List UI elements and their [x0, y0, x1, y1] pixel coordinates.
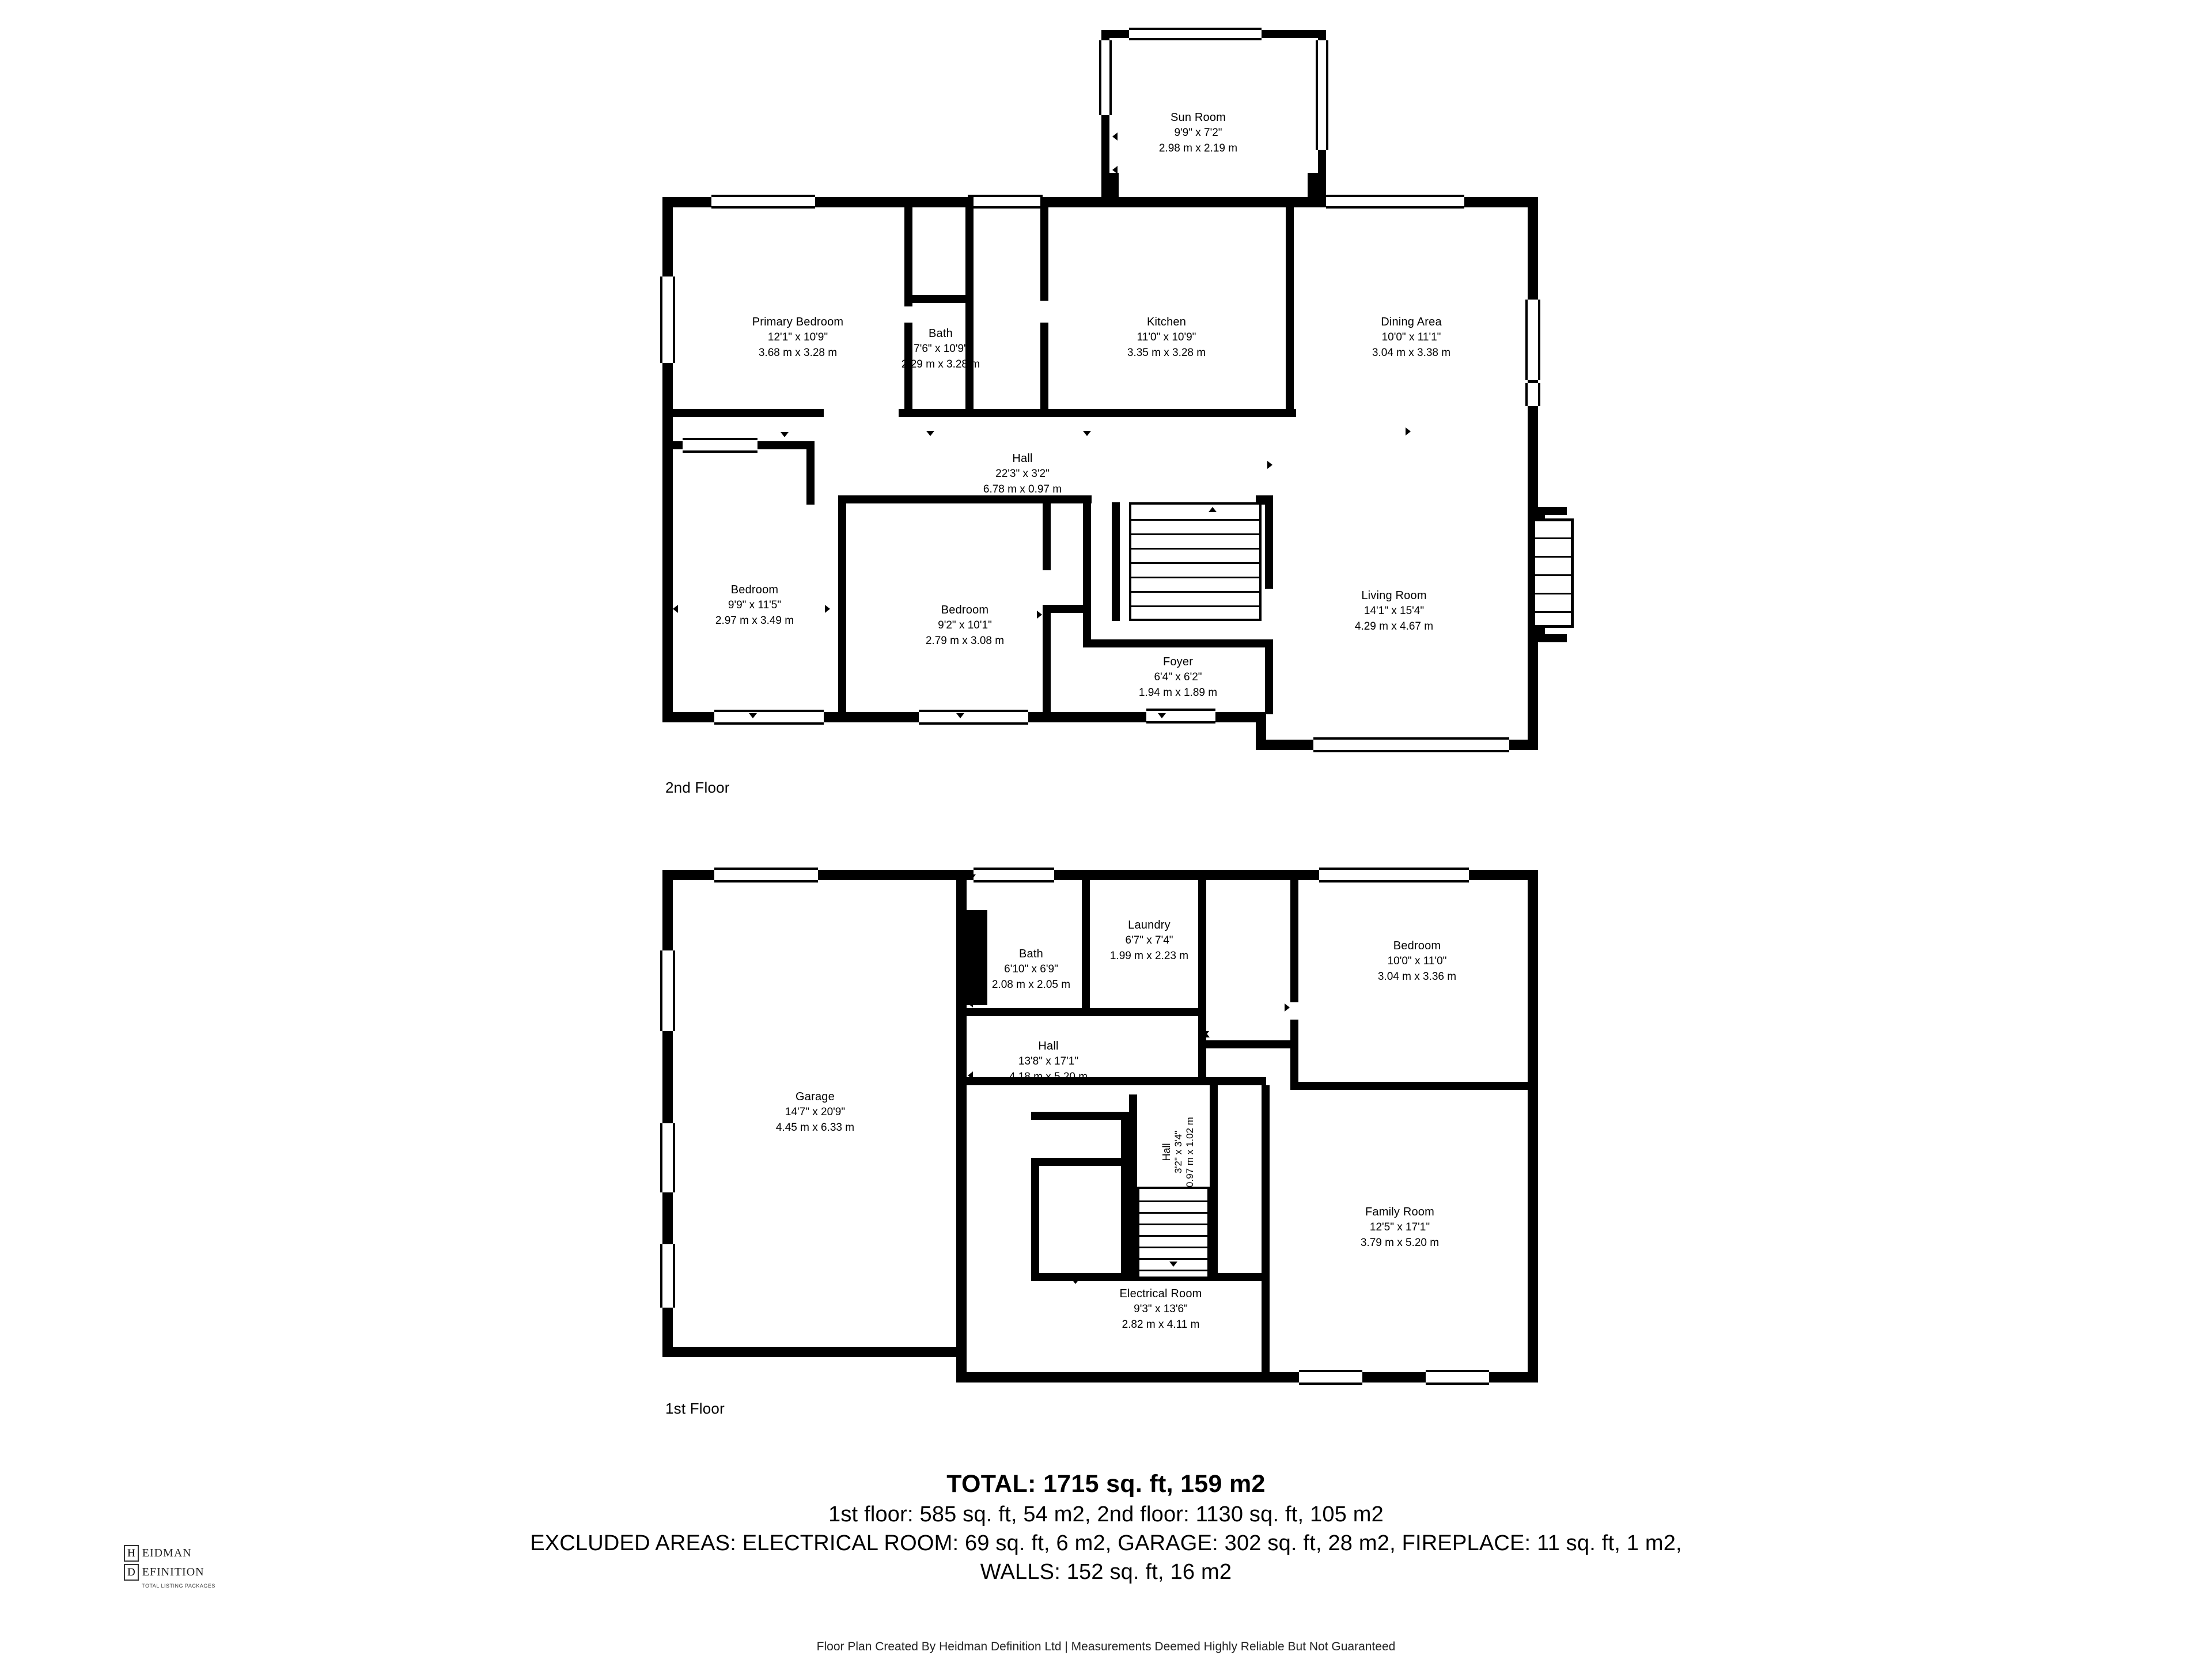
floor1-wall-right: [1528, 870, 1538, 1382]
door-arrow-dining: [1406, 427, 1411, 435]
room-name: Bath: [929, 327, 953, 340]
floor2-wall-hall-vert-2: [838, 495, 846, 714]
floor2-wall-hall-vert-1: [806, 441, 815, 505]
room-dim-ft: 9'2" x 10'1": [938, 619, 992, 632]
room-dim-m: 4.18 m x 5.20 m: [1009, 1071, 1088, 1084]
door-arrow-bath: [926, 431, 934, 436]
door-arrow-bedroom-1st: [1285, 1003, 1290, 1012]
room-name: Family Room: [1365, 1206, 1434, 1218]
floor1-window-top-1: [714, 868, 818, 882]
room-dim-ft: 14'7" x 20'9": [785, 1106, 846, 1119]
floor2-wall-bath-bottom: [899, 409, 974, 417]
floor2-wall-hall-vert-3: [1043, 495, 1051, 570]
logo-word-definition: EFINITION: [142, 1566, 204, 1578]
room-dim-ft: 9'9" x 11'5": [728, 599, 782, 612]
stair-landing-wall: [1112, 502, 1120, 621]
room-label-bath-1st: [974, 946, 1089, 993]
sunroom-window-right: [1316, 40, 1328, 150]
logo-row-2: [124, 1564, 233, 1581]
floor1-wall-bedroom-left-lower: [1290, 1020, 1298, 1089]
door-arrow-bottom-left: [1005, 1377, 1013, 1382]
room-dim-m: 2.82 m x 4.11 m: [1122, 1319, 1200, 1331]
door-arrow-garage-bottom: [838, 1348, 846, 1353]
door-arrow-garage-to-hall: [968, 874, 976, 880]
room-dim-m: 1.94 m x 1.89 m: [1138, 687, 1218, 699]
floor2-wall-row1-bottom-a: [662, 409, 824, 417]
fireplace-bumpout-bottom: [1537, 634, 1567, 642]
excluded-areas-line-2: WALLS: 152 sq. ft, 16 m2: [980, 1560, 1232, 1584]
logo-initial-h: H: [124, 1545, 139, 1562]
floor2-wall-bottom-step: [1256, 712, 1266, 750]
floor1-wall-bedroom-left: [1290, 870, 1298, 1002]
door-arrow-hall-bath: [968, 999, 973, 1007]
room-dim-ft: 6'10" x 6'9": [1004, 963, 1058, 976]
door-arrow-mid-hall: [1202, 1032, 1210, 1037]
sunroom-wall-bottom-right: [1308, 173, 1326, 197]
room-name: Electrical Room: [1119, 1287, 1202, 1300]
room-name: Sun Room: [1170, 111, 1226, 124]
floor2-window-bottom-1: [714, 710, 824, 725]
staircase-second-floor: [1129, 502, 1262, 621]
floor2-wall-foyer-top: [1083, 639, 1273, 647]
room-dim-m: 4.45 m x 6.33 m: [775, 1122, 855, 1134]
door-arrow-bedroom-2: [1037, 611, 1042, 619]
sunroom-door-arrow-left: [1112, 132, 1118, 141]
room-name: Foyer: [1162, 656, 1194, 668]
floor1-wall-mid-hall-bottom: [1206, 1040, 1298, 1048]
room-label-hall-2nd: [950, 450, 1094, 498]
door-arrow-bedroom-left: [673, 605, 678, 613]
stair-direction-arrow-first: [1169, 1262, 1177, 1267]
floor1-wall-bedroom-bottom: [1290, 1082, 1538, 1090]
room-label-bedroom-2nd-a: [685, 582, 824, 629]
room-label-garage: [749, 1089, 881, 1136]
per-floor-area-line: 1st floor: 585 sq. ft, 54 m2, 2nd floor: 1130 sq. ft, 105 m2: [828, 1502, 1384, 1527]
room-name: Hall: [1038, 1040, 1059, 1052]
floor2-wall-hall-mid-b: [1043, 605, 1091, 613]
room-label-bedroom-1st: [1348, 938, 1486, 985]
room-dim-ft: 14'1" x 15'4": [1363, 605, 1425, 618]
room-dim-ft: 7'6" x 10'9": [914, 343, 968, 355]
door-arrow-hall-east: [1267, 461, 1272, 469]
room-dim-m: 6.78 m x 0.97 m: [983, 483, 1062, 496]
room-label-kitchen: [1100, 314, 1233, 361]
room-dim-m: 1.99 m x 2.23 m: [1109, 950, 1189, 963]
door-arrow-primary-bedroom: [781, 432, 789, 437]
room-dim-ft: 10'0" x 11'1": [1381, 331, 1441, 344]
floor1-wall-laundry-bottom: [1090, 1008, 1206, 1016]
room-label-hall-small-1st: [1161, 1083, 1196, 1221]
room-dim-ft: 10'0" x 11'0": [1387, 955, 1447, 968]
logo-subtitle: TOTAL LISTING PACKAGES: [142, 1583, 215, 1589]
floor1-wall-closet-c: [1121, 1112, 1129, 1279]
floor2-window-bottom-3: [1313, 737, 1509, 752]
floor1-wall-closet-b: [1031, 1158, 1129, 1166]
floor1-wall-closet-a: [1031, 1112, 1129, 1120]
floor1-window-bottom-2: [1426, 1370, 1489, 1385]
area-summary: [0, 1470, 2212, 1585]
sunroom-wall-bottom-left: [1101, 173, 1119, 197]
logo-row-1: [124, 1545, 233, 1562]
door-arrow-kitchen: [1083, 431, 1091, 436]
floor2-wall-bath-left: [904, 295, 974, 303]
room-dim-ft: 11'0" x 10'9": [1137, 331, 1196, 344]
floor-tag-first: 1st Floor: [665, 1400, 725, 1417]
excluded-areas-line-1: EXCLUDED AREAS: ELECTRICAL ROOM: 69 sq. ft, 6 m2, GARAGE: 302 sq. ft, 28 m2, FIREPLACE: 11 sq. ft, 1 m2,: [530, 1531, 1682, 1555]
fireplace-bumpout-top: [1537, 507, 1567, 515]
room-label-hall-1st: [979, 1038, 1118, 1085]
door-arrow-bedroom-mid: [825, 605, 830, 613]
room-dim-m: 3.04 m x 3.36 m: [1377, 971, 1457, 983]
door-arrow-elec-room: [1071, 1279, 1080, 1284]
total-area-line: TOTAL: 1715 sq. ft, 159 m2: [946, 1470, 1266, 1498]
room-dim-ft: 22'3" x 3'2": [995, 468, 1050, 480]
room-name: Hall: [1012, 452, 1033, 465]
room-name: Dining Area: [1381, 316, 1442, 328]
room-dim-ft: 9'3" x 13'6": [1134, 1303, 1188, 1316]
room-label-sun-room: [1129, 109, 1267, 157]
room-name: Primary Bedroom: [752, 316, 844, 328]
floor2-wall-kitchen-left-lower: [1040, 323, 1048, 416]
room-name: Bath: [1019, 948, 1043, 960]
floor1-wall-laundry-right-lower: [1198, 1008, 1206, 1077]
sunroom-door-arrow-left2: [1112, 166, 1118, 174]
credit-line: Floor Plan Created By Heidman Definition Ltd | Measurements Deemed Highly Reliable But Not Guaranteed: [816, 1640, 1396, 1653]
room-dim-ft: 12'1" x 10'9": [767, 331, 828, 344]
sunroom-window-top: [1129, 28, 1262, 40]
floor2-window-foyer-door: [1146, 709, 1215, 724]
room-label-dining-area: [1342, 314, 1480, 361]
stair-direction-arrow-second: [1209, 507, 1217, 512]
floor2-window-bottom-2: [919, 710, 1028, 725]
room-label-primary-bedroom: [714, 314, 881, 361]
door-arrow-hall-west: [968, 1071, 973, 1080]
floor2-wall-foyer-right: [1265, 639, 1273, 714]
floor2-window-top-1: [711, 195, 815, 209]
floor1-window-top-2: [974, 868, 1054, 882]
floor2-wall-kitchen-right: [1286, 197, 1294, 416]
room-label-family-room: [1325, 1204, 1475, 1251]
floor1-window-bottom-1: [1299, 1370, 1362, 1385]
floor1-wall-stair-right: [1210, 1085, 1218, 1279]
door-arrow-bedroom-bottom-1: [749, 713, 757, 718]
room-dim-ft: 6'7" x 7'4": [1125, 934, 1173, 947]
room-dim-m: 2.97 m x 3.49 m: [715, 615, 794, 627]
floor2-window-left-1: [660, 276, 675, 363]
floor2-wall-left: [662, 197, 673, 722]
room-dim-m: 2.08 m x 2.05 m: [991, 979, 1071, 991]
room-dim-m: 3.35 m x 3.28 m: [1127, 347, 1206, 359]
floor1-wall-elec-left: [1031, 1158, 1039, 1281]
floor2-window-top-3: [1326, 195, 1464, 209]
room-dim-m: 3.68 m x 3.28 m: [758, 347, 838, 359]
floor2-wall-bath-right: [965, 197, 974, 303]
room-dim-m: 3.04 m x 3.38 m: [1372, 347, 1451, 359]
floor1-window-left-1: [660, 950, 675, 1031]
room-name: Hall: [1161, 1143, 1172, 1161]
floor1-wall-stair-left: [1129, 1094, 1137, 1279]
room-dim-ft: 12'5" x 17'1": [1369, 1221, 1430, 1234]
room-name: Bedroom: [730, 584, 779, 596]
floor2-wall-kitchen-left: [1040, 197, 1048, 301]
room-label-bath-2nd: [892, 325, 990, 373]
floor-tag-second: 2nd Floor: [665, 779, 730, 796]
floor2-window-top-2: [968, 195, 1043, 209]
floor2-window-right-2: [1525, 383, 1540, 406]
floor1-window-top-3: [1319, 868, 1469, 882]
fireplace: [1532, 518, 1574, 628]
floor1-wall-bottom-garage: [662, 1347, 962, 1357]
logo-word-heidman: EIDMAN: [142, 1547, 192, 1559]
room-dim-m: 3.79 m x 5.20 m: [1360, 1237, 1440, 1249]
room-name: Bedroom: [1393, 940, 1441, 952]
room-name: Bedroom: [941, 604, 989, 616]
floor2-wall-row1-bottom-b: [974, 409, 1296, 417]
room-name: Kitchen: [1146, 316, 1187, 328]
room-dim-m: 2.98 m x 2.19 m: [1158, 142, 1238, 155]
first-floor-plan: [0, 847, 2212, 1440]
room-name: Garage: [796, 1090, 835, 1103]
room-dim-ft: 3'2" x 3'4": [1173, 1130, 1184, 1174]
floor2-window-right-1: [1525, 300, 1540, 380]
room-dim-m: 0.97 m x 1.02 m: [1184, 1117, 1195, 1187]
door-arrow-foyer: [1158, 713, 1166, 718]
room-label-living-room: [1319, 588, 1469, 635]
room-dim-ft: 9'9" x 7'2": [1174, 127, 1222, 139]
room-dim-ft: 6'4" x 6'2": [1154, 671, 1202, 684]
floor1-wall-center-vert: [1262, 1085, 1270, 1382]
door-arrow-bedroom-1st-bottom: [1400, 1084, 1408, 1089]
floor1-wall-bath-bottom: [967, 1008, 1090, 1016]
room-dim-m: 2.79 m x 3.08 m: [925, 635, 1005, 647]
room-label-electrical-room: [1089, 1286, 1233, 1333]
room-name: Living Room: [1361, 589, 1427, 602]
floor2-window-left-band: [683, 438, 757, 453]
sunroom-window-left: [1099, 40, 1112, 115]
room-label-laundry: [1094, 917, 1204, 964]
floor2-wall-hall-vert-4: [1083, 495, 1091, 645]
floor2-wall-right: [1528, 197, 1538, 750]
floor2-wall-hall-vert-5: [1043, 611, 1051, 717]
floor1-window-left-3: [660, 1244, 675, 1308]
logo-initial-d: D: [124, 1564, 139, 1581]
door-arrow-bedroom-bottom-2: [956, 713, 964, 718]
room-dim-m: 2.29 m x 3.28 m: [901, 358, 980, 371]
room-name: Laundry: [1128, 919, 1171, 931]
floor1-window-left-2: [660, 1123, 675, 1192]
room-dim-m: 4.29 m x 4.67 m: [1354, 620, 1434, 633]
room-dim-ft: 13'8" x 17'1": [1018, 1055, 1079, 1068]
heidman-definition-logo: [124, 1545, 233, 1589]
room-label-foyer: [1115, 654, 1241, 701]
room-label-bedroom-2nd-b: [896, 602, 1034, 649]
floor2-wall-primary-right: [904, 197, 912, 306]
second-floor-plan: [0, 0, 2212, 818]
floor2-wall-livingroom-left: [1265, 502, 1273, 589]
